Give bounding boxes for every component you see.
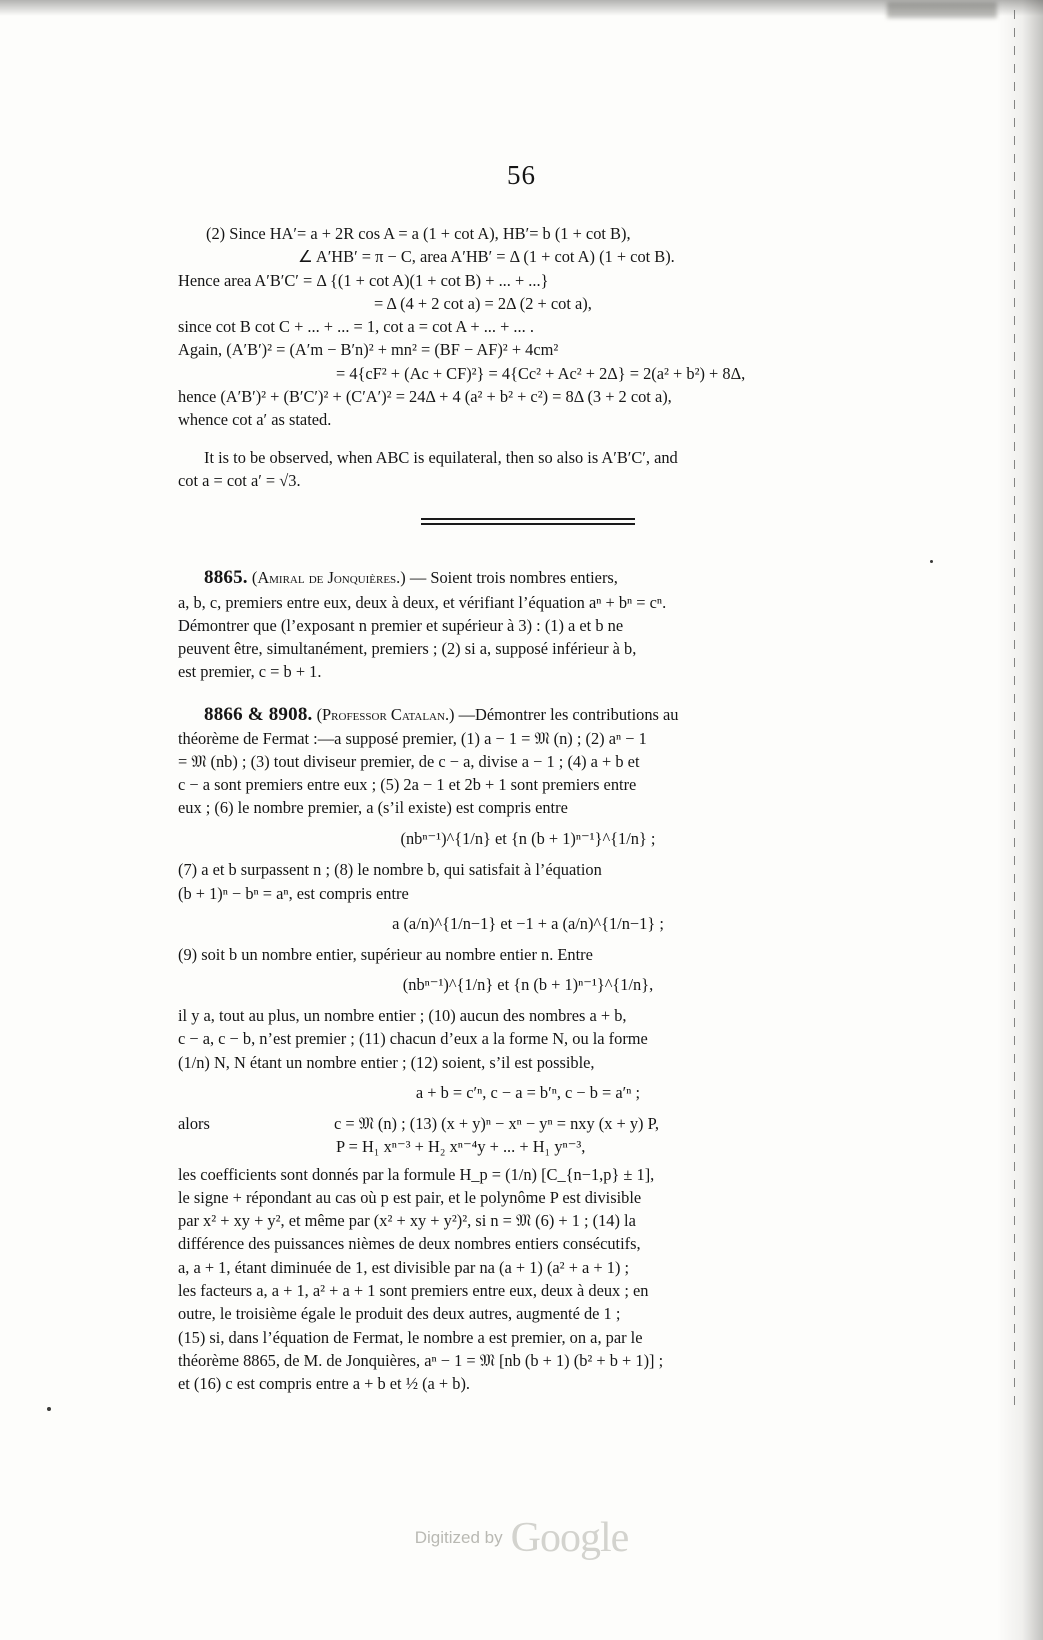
page-number: 56 bbox=[507, 160, 536, 190]
problem-text: (7) a et b surpassent n ; (8) le nombre b, qui satisfait à l’équation bbox=[178, 860, 602, 880]
problem-8866 bbox=[178, 702, 878, 820]
problem-8865 bbox=[178, 565, 878, 683]
problem-8866-part5 bbox=[178, 1163, 878, 1396]
problem-text: par x² + xy + y², et même par (x² + xy + y²)², si n = 𝔐 (6) + 1 ; (14) la bbox=[178, 1211, 636, 1231]
page-speck bbox=[930, 560, 933, 563]
problem-text: eux ; (6) le nombre premier, a (s’il existe) est compris entre bbox=[178, 798, 568, 818]
problem-text: (15) si, dans l’équation de Fermat, le nombre a est premier, on a, par le bbox=[178, 1327, 643, 1347]
alors-label: alors bbox=[178, 1113, 210, 1133]
problem-text: théorème 8865, de M. de Jonquières, aⁿ − 1 = 𝔐 [nb (b + 1) (b² + b + 1)] ; bbox=[178, 1350, 664, 1370]
problem-number: 8866 & 8908. bbox=[204, 703, 313, 725]
scan-shadow-right bbox=[997, 0, 1043, 1640]
problem-text: — Soient trois nombres entiers, bbox=[409, 568, 618, 588]
problem-attribution: (Professor Catalan.) bbox=[316, 704, 455, 724]
problem-text: c − a sont premiers entre eux ; (5) 2a − 1 et 2b + 1 sont premiers entre bbox=[178, 775, 637, 795]
math-line: = Δ (4 + 2 cot a) = 2Δ (2 + cot a), bbox=[374, 293, 592, 313]
watermark-brand: Google bbox=[510, 1515, 629, 1561]
scan-smudge bbox=[887, 2, 997, 18]
closing-line: It is to be observed, when ABC is equilateral, then so also is A′B′C′, and bbox=[204, 447, 678, 467]
display-formula-1: (nbⁿ⁻¹)^{1/n} et {n (b + 1)ⁿ⁻¹}^{1/n} ; bbox=[400, 829, 656, 849]
problem-text: il y a, tout au plus, un nombre entier ; (10) aucun des nombres a + b, bbox=[178, 1006, 627, 1026]
top-section-closing bbox=[178, 446, 878, 493]
problem-attribution: (Amiral de Jonquières.) bbox=[251, 568, 406, 588]
math-line: ∠ A′HB′ = π − C, area A′HB′ = Δ (1 + cot A) (1 + cot B). bbox=[298, 247, 675, 267]
math-line: Again, (A′B′)² = (A′m − B′n)² + mn² = (BF − AF)² + 4cm² bbox=[178, 340, 559, 360]
problem-text: c − a, c − b, n’est premier ; (11) chacun d’eux a la forme N, ou la forme bbox=[178, 1029, 648, 1049]
problem-text: et (16) c est compris entre a + b et ½ (a + b). bbox=[178, 1374, 471, 1394]
problem-text: a, a + 1, étant diminuée de 1, est divisible par na (a + 1) (a² + a + 1) ; bbox=[178, 1257, 630, 1277]
problem-text: outre, le troisième égale le produit des deux autres, augmenté de 1 ; bbox=[178, 1304, 621, 1324]
problem-text: —Démontrer les contributions au bbox=[458, 704, 679, 724]
problem-text: différence des puissances nièmes de deux nombres entiers consécutifs, bbox=[178, 1234, 641, 1254]
problem-text: = 𝔐 (nb) ; (3) tout diviseur premier, de c − a, divise a − 1 ; (4) a + b et bbox=[178, 752, 640, 772]
display-formula-3: (nbⁿ⁻¹)^{1/n} et {n (b + 1)ⁿ⁻¹}^{1/n}, bbox=[402, 975, 654, 995]
display-formula-5-row bbox=[178, 1112, 878, 1135]
display-formula-2: a (a/n)^{1/n−1} et −1 + a (a/n)^{1/n−1} ; bbox=[392, 913, 664, 933]
problem-text: Démontrer que (l’exposant n premier et supérieur à 3) : (1) a et b ne bbox=[178, 615, 624, 635]
problem-text: est premier, c = b + 1. bbox=[178, 661, 322, 681]
problem-text: a, b, c, premiers entre eux, deux à deux, et vérifiant l’équation aⁿ + bⁿ = cⁿ. bbox=[178, 592, 667, 612]
top-section bbox=[178, 222, 878, 432]
problem-number: 8865. bbox=[204, 567, 248, 589]
watermark-prefix: Digitized by bbox=[414, 1528, 503, 1547]
google-watermark bbox=[0, 1514, 1043, 1562]
display-formula-6: P = H₁ xⁿ⁻³ + H₂ xⁿ⁻⁴y + ... + H₁ yⁿ⁻³, bbox=[336, 1137, 586, 1157]
page-speck bbox=[47, 1407, 51, 1411]
problem-text: (b + 1)ⁿ − bⁿ = aⁿ, est compris entre bbox=[178, 883, 409, 903]
problem-text: théorème de Fermat :—a supposé premier, (1) a − 1 = 𝔐 (n) ; (2) aⁿ − 1 bbox=[178, 729, 647, 749]
problem-text: peuvent être, simultanément, premiers ; (2) si a, supposé inférieur à b, bbox=[178, 638, 637, 658]
display-formula-5: c = 𝔐 (n) ; (13) (x + y)ⁿ − xⁿ − yⁿ = nxy (x + y) P, bbox=[333, 1113, 660, 1133]
problem-text: les facteurs a, a + 1, a² + a + 1 sont premiers entre eux, deux à deux ; en bbox=[178, 1281, 649, 1301]
problem-8866-part2 bbox=[178, 858, 878, 905]
problem-text: (9) soit b un nombre entier, supérieur au nombre entier n. Entre bbox=[178, 944, 593, 964]
problem-8866-part3 bbox=[178, 943, 878, 966]
section-divider bbox=[421, 518, 635, 525]
math-line: = 4{cF² + (Ac + CF)²} = 4{Cc² + Ac² + 2Δ} = 2(a² + b²) + 8Δ, bbox=[336, 363, 746, 383]
math-line: since cot B cot C + ... + ... = 1, cot a = cot A + ... + ... . bbox=[178, 317, 534, 337]
binder-edge-line bbox=[1014, 10, 1015, 1410]
math-line: whence cot a′ as stated. bbox=[178, 410, 332, 430]
problem-8866-part4 bbox=[178, 1004, 878, 1074]
math-line: Hence area A′B′C′ = Δ {(1 + cot A)(1 + cot B) + ... + ...} bbox=[178, 270, 549, 290]
display-formula-4: a + b = c′ⁿ, c − a = b′ⁿ, c − b = a′ⁿ ; bbox=[415, 1082, 641, 1102]
problem-text: (1/n) N, N étant un nombre entier ; (12) soient, s’il est possible, bbox=[178, 1052, 595, 1072]
math-line: (2) Since HA′= a + 2R cos A = a (1 + cot A), HB′= b (1 + cot B), bbox=[206, 224, 631, 243]
problem-text: les coefficients sont donnés par la formule H_p = (1/n) [C_{n−1,p} ± 1], bbox=[178, 1164, 655, 1184]
page-body bbox=[178, 222, 878, 1396]
closing-line: cot a = cot a′ = √3. bbox=[178, 470, 301, 490]
problem-text: le signe + répondant au cas où p est pair, et le polynôme P est divisible bbox=[178, 1187, 642, 1207]
math-line: hence (A′B′)² + (B′C′)² + (C′A′)² = 24Δ + 4 (a² + b² + c²) = 8Δ (3 + 2 cot a), bbox=[178, 387, 672, 407]
